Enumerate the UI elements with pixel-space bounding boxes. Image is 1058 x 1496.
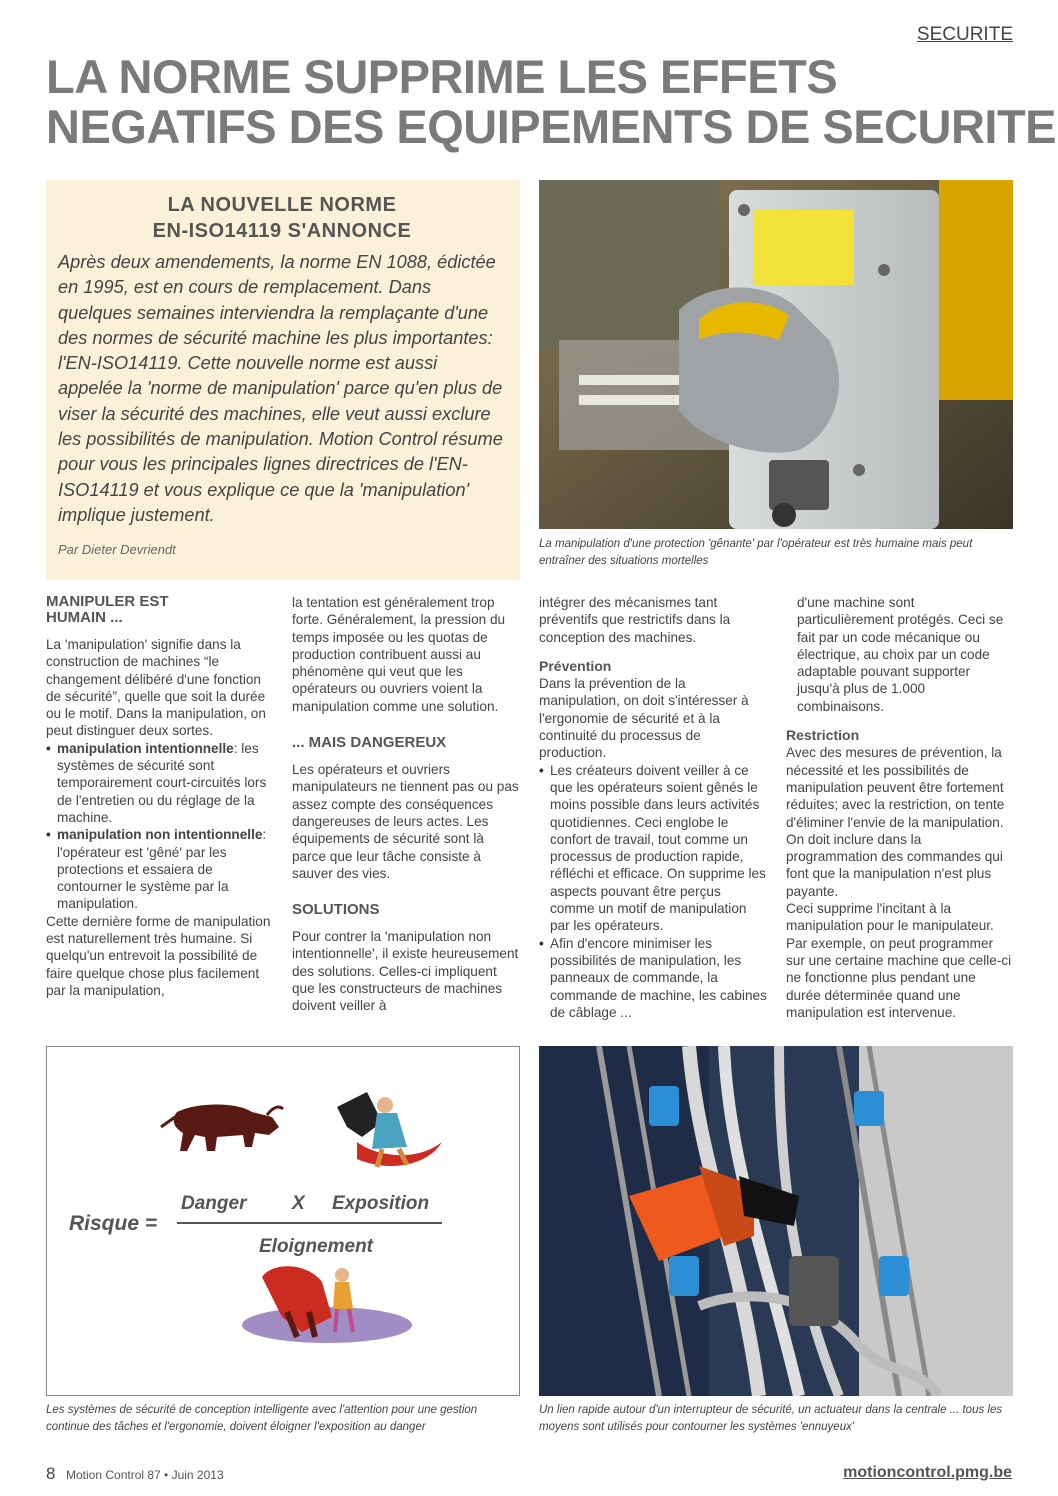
heading-mais-dangereux: ... MAIS DANGEREUX [292, 734, 447, 752]
photo-cable-ties-caption: Un lien rapide autour d'un interrupteur de sécurité, un actuateur dans la centrale ... tous les moyens sont utilisés pour contourner les systèmes 'ennuyeux' [539, 1404, 1003, 1433]
risk-diagram [46, 1046, 520, 1396]
photo-cable-ties-image [539, 1046, 1013, 1396]
heading-solutions: SOLUTIONS [292, 901, 380, 919]
heading-prevention: Prévention [539, 657, 612, 674]
headline-line-2: NEGATIFS DES EQUIPEMENTS DE SECURITE [46, 100, 1057, 153]
page-headline [46, 50, 1057, 153]
list-item [46, 826, 274, 912]
photo-cable-ties [539, 1046, 1013, 1396]
list-item-bold: manipulation non intentionnelle [57, 827, 263, 843]
formula-eloignement: Eloignement [259, 1236, 374, 1257]
photo-safety-switch-image [539, 180, 1013, 529]
col1-list [46, 740, 274, 913]
intro-title-line-1: LA NOUVELLE NORME [167, 194, 397, 216]
intro-text: Après deux amendements, la norme EN 1088, édictée en 1995, est en cours de remplacement. Dans quelques semaines interviendra la remplaçante d'une des normes de sécurité machine les plus importantes: l'EN-ISO14119. Cette nouvelle norme est aussi appelée la 'norme de manipulation' parce qu'en plus de viser la sécurité des machines, elle veut aussi exclure les possibilités de manipulation. Motion Control résume pour vous les principales lignes directrices de l'EN-ISO14119 et vous explique ce que la 'manipulation' implique justement. [58, 252, 503, 525]
bullfight-icon [242, 1266, 412, 1343]
page-number: 8 [46, 1464, 56, 1483]
bull-icon [161, 1105, 283, 1152]
formula-risque: Risque = [69, 1212, 158, 1235]
col1-paragraph-2: Cette dernière forme de manipulation est naturellement très humaine. Si quelqu'un entrevoit la possibilité de faire quelque chose plus facilement par la manipulation, [46, 913, 271, 998]
formula-exposition: Exposition [332, 1193, 430, 1214]
formula-danger: Danger [181, 1193, 247, 1214]
col3-paragraph-1: intégrer des mécanismes tant préventifs que restrictifs dans la conception des machines. [539, 595, 731, 645]
col4-paragraph-1: d'une machine sont particulièrement protégés. Ceci se fait par un code mécanique ou électrique, au choix par un code adaptable pouvant supporter jusqu'à plus de 1.000 combinaisons. [797, 595, 1004, 714]
risk-diagram-graphic [47, 1047, 519, 1395]
list-item: • Les créateurs doivent veiller à ce que les opérateurs soient gênés le moins possible dans leurs activités quotidiennes. Ceci englobe le confort de travail, tout comme un processus de production rapide, réfléchi et efficace. On supprime les aspects pouvant être perçus comme un motif de manipulation par les opérateurs. [539, 762, 767, 935]
byline: Par Dieter Devriendt [58, 542, 176, 558]
list-item-text: : les systèmes de sécurité sont temporairement court-circuités lors de l'entretien ou du réglage de la machine. [57, 740, 267, 825]
intro-box [46, 180, 520, 580]
column-1 [46, 594, 274, 999]
col4-paragraph-3: Ceci supprime l'incitant à la manipulation pour le manipulateur. Par exemple, on peut programmer sur une certaine machine que celle-ci ne fonctionne plus pendant une durée déterminée quand une manipulation est intervenue. [786, 901, 1012, 1020]
diagram-caption: Les systèmes de sécurité de conception intelligente avec l'attention pour une gestion continue des tâches et l'ergonomie, doivent éloigner l'exposition au danger [46, 1404, 478, 1433]
list-item: • Afin d'encore minimiser les possibilités de manipulation, les panneaux de commande, la commande de machine, les cabines de câblage ... [539, 935, 767, 1021]
intro-title [58, 192, 506, 244]
intro-title-line-2: EN-ISO14119 S'ANNONCE [152, 220, 412, 242]
section-label: SECURITE [916, 24, 1013, 45]
magazine-info: Motion Control 87 • Juin 2013 [66, 1468, 224, 1482]
photo-safety-switch-caption: La manipulation d'une protection 'gênante' par l'opérateur est très humaine mais peut entraîner des situations mortelles [539, 538, 973, 567]
list-item [46, 740, 274, 826]
column-3 [539, 594, 767, 1021]
photo-safety-switch [539, 180, 1013, 529]
formula-times: X [292, 1193, 305, 1214]
website-link[interactable]: motioncontrol.pmg.be [843, 1464, 1012, 1481]
list-item-bold: manipulation intentionnelle [57, 740, 234, 756]
headline-line-1: LA NORME SUPPRIME LES EFFETS [46, 50, 838, 103]
col3-paragraph-2: Dans la prévention de la manipulation, on doit s'intéresser à l'ergonomie de sécurité et à la continuité du processus de production. [539, 676, 749, 761]
column-2 [292, 594, 520, 1015]
col2-paragraph-3: Pour contrer la 'manipulation non intentionnelle', il existe heureusement des solutions. Celles-ci impliquent que les constructeurs de machines doivent veiller à [292, 929, 519, 1014]
matador-icon [337, 1092, 442, 1167]
col3-list [539, 762, 767, 1021]
col2-paragraph-1: la tentation est généralement trop forte. Généralement, la pression du temps imposée ou les quotas de production contribuent aussi au phénomène qui veut que les opérateurs ou ouvriers voient la manipulation comme une solution. [292, 595, 506, 714]
col4-paragraph-2: Avec des mesures de prévention, la nécessité et les possibilités de manipulation peuvent être fortement réduites; avec la restriction, on tente d'éliminer l'envie de la manipulation. On doit inclure dans la programmation des commandes qui font que la manipulation n'est plus payante. [786, 745, 1005, 899]
list-item-text: : l'opérateur est 'gêné' par les protections et essaiera de contourner le système par la manipulation. [57, 827, 267, 912]
col1-paragraph-1: La 'manipulation' signifie dans la construction de machines “le changement délibéré d'une fonction de sécurité”, quelle que soit la durée ou le motif. Dans la manipulation, on peut distinguer deux sortes. [46, 637, 266, 739]
heading-restriction: Restriction [786, 727, 860, 744]
column-4 [786, 594, 1014, 1021]
heading-manipuler: MANIPULER EST HUMAIN ... [46, 593, 169, 626]
col2-paragraph-2: Les opérateurs et ouvriers manipulateurs ne tiennent pas ou pas assez compte des conséquences dangereuses de leurs actes. Les équipements de sécurité sont là parce que leur tâche consiste à sauver des vies. [292, 762, 519, 881]
page-footer [46, 1466, 1012, 1486]
